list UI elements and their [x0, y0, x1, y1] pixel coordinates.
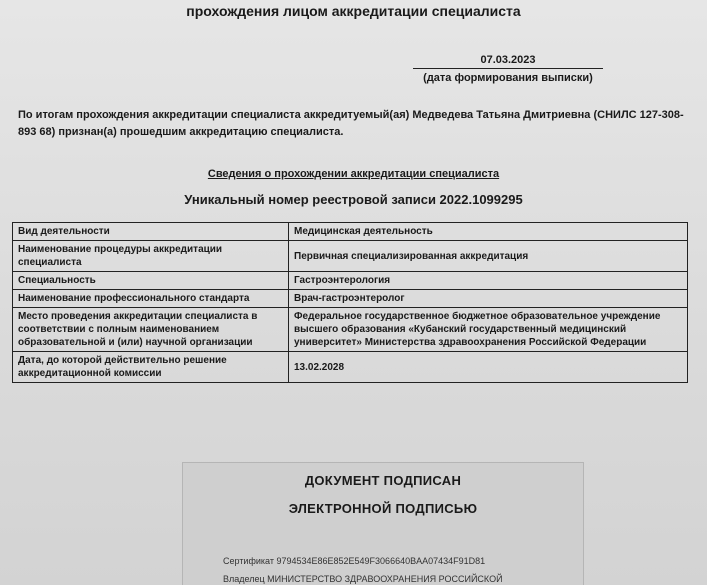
table-row	[13, 290, 688, 308]
table-row	[13, 272, 688, 290]
owner-line: Владелец МИНИСТЕРСТВО ЗДРАВООХРАНЕНИЯ РОССИЙСКОЙ	[223, 574, 503, 584]
row-value: Врач-гастроэнтеролог	[289, 290, 688, 308]
stamp-subtitle: ЭЛЕКТРОННОЙ ПОДПИСЬЮ	[288, 501, 478, 516]
accreditation-statement: По итогам прохождения аккредитации специалиста аккредитуемый(ая) Медведева Татьяна Дмитриевна (СНИЛС 127-308-893 68) признан(а) прошедшим аккредитацию специалиста.	[18, 109, 684, 138]
date-caption: (дата формирования выписки)	[423, 72, 593, 84]
row-value: Гастроэнтерология	[289, 272, 688, 290]
table-row	[13, 241, 688, 272]
document-heading: прохождения лицом аккредитации специалиста	[186, 3, 521, 19]
table-row	[13, 352, 688, 383]
formation-date: 07.03.2023	[413, 54, 603, 69]
row-label: Дата, до которой действительно решение аккредитационной комиссии	[13, 352, 289, 383]
table-row	[13, 308, 688, 352]
row-label: Наименование процедуры аккредитации специалиста	[13, 241, 289, 272]
table-row	[13, 223, 688, 241]
accreditation-table	[12, 222, 688, 383]
certificate-line: Сертификат 9794534E86E852E549F3066640BAA07434F91D81	[223, 556, 486, 566]
row-label: Наименование профессионального стандарта	[13, 290, 289, 308]
date-block	[413, 54, 603, 84]
row-value: 13.02.2028	[289, 352, 688, 383]
stamp-title: ДОКУМЕНТ ПОДПИСАН	[304, 473, 462, 488]
row-value: Первичная специализированная аккредитация	[289, 241, 688, 272]
section-title: Сведения о прохождении аккредитации специалиста	[207, 168, 500, 180]
row-value: Федеральное государственное бюджетное образовательное учреждение высшего образования «Кубанский государственный медицинский университет» Министерства здравоохранения Российской Федерации	[289, 308, 688, 352]
row-label: Место проведения аккредитации специалиста в соответствии с полным наименованием образовательной и (или) научной организации	[13, 308, 289, 352]
row-label: Вид деятельности	[13, 223, 289, 241]
row-label: Специальность	[13, 272, 289, 290]
electronic-signature-stamp	[182, 462, 584, 585]
row-value: Медицинская деятельность	[289, 223, 688, 241]
registry-number: Уникальный номер реестровой записи 2022.1099295	[184, 192, 523, 207]
